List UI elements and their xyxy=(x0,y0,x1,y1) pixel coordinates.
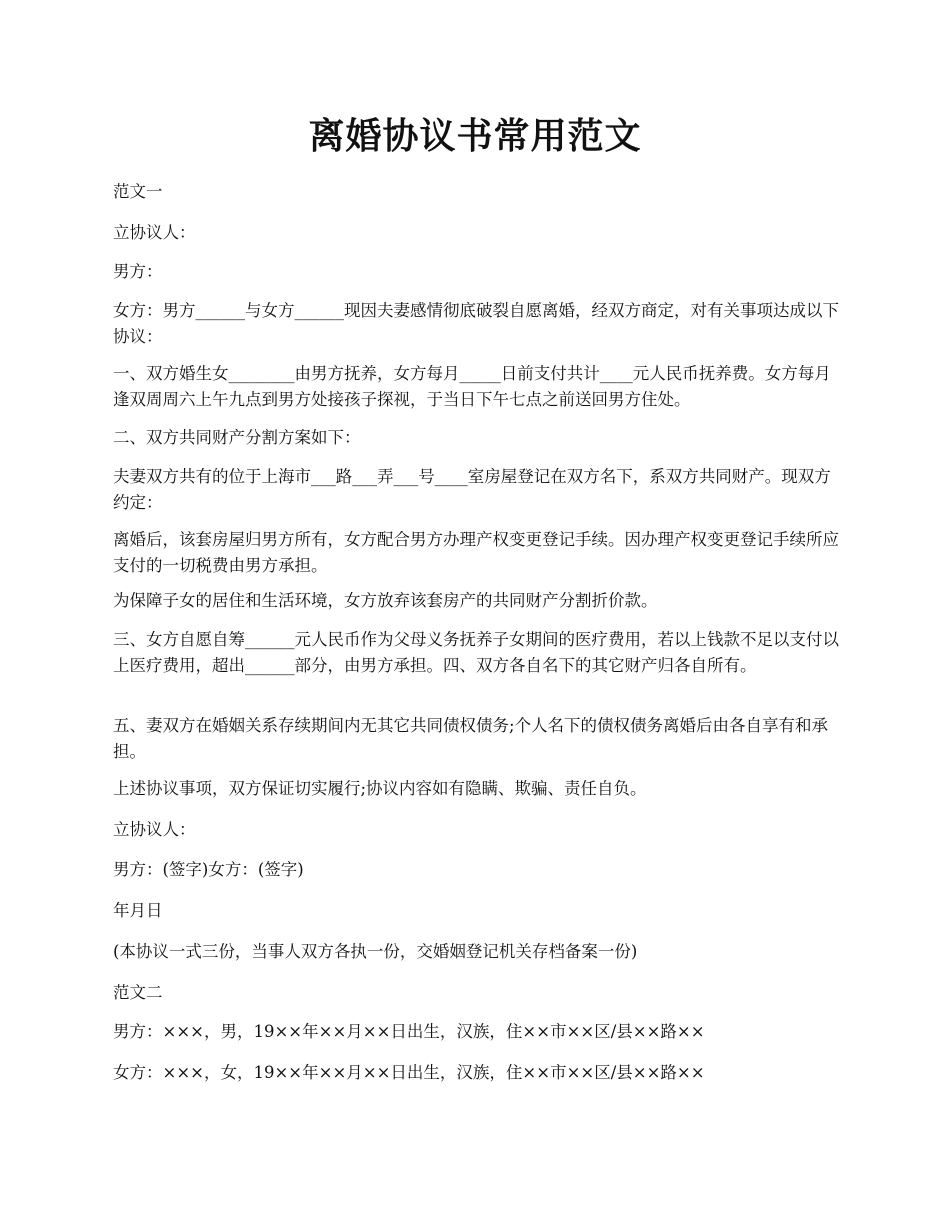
paragraph-female-party: 女方：男方______与女方______现因夫妻感情彻底破裂自愿离婚，经双方商定，对有关事项达成以下协议： xyxy=(113,301,839,346)
paragraph-male-party: 男方： xyxy=(113,262,163,281)
paragraph-clause-1: 一、双方婚生女________由男方抚养，女方每月_____日前支付共计____元人民币抚养费。女方每月逢双周周六上午九点到男方处接孩子探视，于当日下午七点之前送回男方住处。 xyxy=(113,364,831,409)
paragraph-clause-3-4: 三、女方自愿自筹______元人民币作为父母义务抚养子女期间的医疗费用，若以上钱款不足以支付以上医疗费用，超出______部分，由男方承担。四、双方各自名下的其它财产归各自所有。 xyxy=(113,630,839,675)
paragraph-copies-note: (本协议一式三份，当事人双方各执一份，交婚姻登记机关存档备案一份) xyxy=(113,942,638,961)
paragraph-female-details: 女方：×××，女，19××年××月××日出生，汉族，住××市××区/县××路×× xyxy=(113,1063,705,1082)
paragraph-clause-5: 五、妻双方在婚姻关系存续期间内无其它共同债权债务;个人名下的债权债务离婚后由各自享有和承担。 xyxy=(113,716,829,761)
paragraph-property: 夫妻双方共有的位于上海市___路___弄___号____室房屋登记在双方名下，系双方共同财产。现双方约定： xyxy=(113,467,831,512)
paragraph-signatures: 男方：(签字)女方：(签字) xyxy=(113,860,304,879)
paragraph-parties-label: 立协议人： xyxy=(113,223,196,242)
document-title: 离婚协议书常用范文 xyxy=(308,116,642,157)
paragraph-date: 年月日 xyxy=(113,901,163,920)
paragraph-section-1-heading: 范文一 xyxy=(113,182,163,201)
paragraph-signatories-label: 立协议人： xyxy=(113,820,196,839)
paragraph-property-after-divorce: 离婚后，该套房屋归男方所有，女方配合男方办理产权变更登记手续。因办理产权变更登记手续所应支付的一切税费由男方承担。 xyxy=(113,530,839,575)
paragraph-clause-2: 二、双方共同财产分割方案如下： xyxy=(113,428,361,447)
paragraph-male-details: 男方：×××，男，19××年××月××日出生，汉族，住××市××区/县××路×× xyxy=(113,1022,705,1041)
paragraph-section-2-heading: 范文二 xyxy=(113,983,163,1002)
paragraph-guarantee: 上述协议事项，双方保证切实履行;协议内容如有隐瞒、欺骗、责任自负。 xyxy=(113,779,647,798)
paragraph-property-waiver: 为保障子女的居住和生活环境，女方放弃该套房产的共同财产分割折价款。 xyxy=(113,591,658,610)
